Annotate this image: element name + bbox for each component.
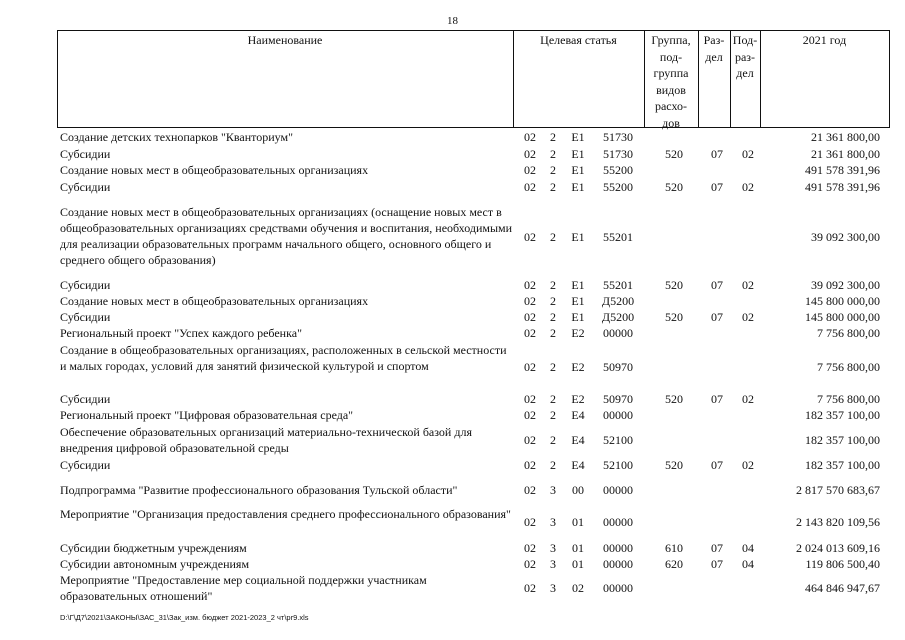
row-name: Создание в общеобразовательных организациях, расположенных в сельской местности и малых городах, условий для занятий физической культурой и спортом [60, 343, 507, 373]
row-subprogram: 2 [550, 294, 556, 308]
row-program: 02 [524, 278, 536, 292]
row-name: Создание новых мест в общеобразовательных организациях (оснащение новых мест в общеобразовательных организациях средствами обучения и воспитания, необходимыми для реализации образовательных программ начального общего, основного общего и среднего общего образования) [60, 205, 513, 267]
row-subprogram: 2 [550, 458, 556, 472]
row-subprogram: 2 [550, 360, 556, 374]
row-subprogram: 2 [550, 408, 556, 422]
row-code: 50970 [603, 392, 633, 406]
row-amount: 182 357 100,00 [805, 433, 880, 447]
header-subsection [730, 32, 760, 82]
row-event: Е2 [571, 392, 585, 406]
row-subprogram: 3 [550, 541, 556, 555]
row-code: 51730 [603, 130, 633, 144]
row-amount: 145 800 000,00 [805, 294, 880, 308]
row-event: 02 [572, 581, 584, 595]
row-amount: 21 361 800,00 [811, 130, 880, 144]
row-subsection: 02 [742, 147, 754, 161]
table-row [60, 457, 890, 473]
row-program: 02 [524, 310, 536, 324]
row-name: Субсидии [60, 180, 111, 194]
row-program: 02 [524, 408, 536, 422]
row-code: 00000 [603, 326, 633, 340]
table-header [57, 30, 890, 128]
row-section: 07 [711, 310, 723, 324]
row-subprogram: 2 [550, 163, 556, 177]
table-row [60, 482, 890, 498]
row-subprogram: 3 [550, 515, 556, 529]
row-program: 02 [524, 458, 536, 472]
row-program: 02 [524, 180, 536, 194]
header-group-line: группа [653, 66, 689, 80]
table-row [60, 277, 890, 293]
row-event: Е1 [571, 230, 585, 244]
header-group-line: дов [662, 115, 680, 130]
row-name: Мероприятие "Организация предоставления среднего профессионального образования" [60, 507, 511, 521]
row-group: 520 [665, 180, 683, 194]
row-group: 520 [665, 310, 683, 324]
row-name: Мероприятие "Предоставление мер социальной поддержки участникам образовательных отношений" [60, 573, 427, 603]
row-event: Е2 [571, 360, 585, 374]
row-subsection: 02 [742, 310, 754, 324]
header-group-line: видов [656, 82, 686, 97]
row-program: 02 [524, 515, 536, 529]
row-code: 51730 [603, 147, 633, 161]
row-subprogram: 2 [550, 326, 556, 340]
row-event: Е1 [571, 130, 585, 144]
row-code: 52100 [603, 458, 633, 472]
row-code: 52100 [603, 433, 633, 447]
table-row [60, 342, 890, 392]
row-subprogram: 2 [550, 180, 556, 194]
row-event: Е1 [571, 180, 585, 194]
row-program: 02 [524, 433, 536, 447]
row-name: Субсидии бюджетным учреждениям [60, 541, 247, 555]
row-code: 50970 [603, 360, 633, 374]
row-name: Субсидии [60, 278, 111, 292]
header-group [644, 32, 698, 131]
row-section: 07 [711, 278, 723, 292]
row-name: Субсидии [60, 147, 111, 161]
row-code: 55200 [603, 163, 633, 177]
row-name: Подпрограмма "Развитие профессионального образования Тульской области" [60, 483, 458, 497]
row-code: Д5200 [601, 294, 635, 308]
file-path-footer: D:\Г\Д7\2021\ЗАКОНЫ\ЗАС_31\Зак_изм. бюджет 2021-2023_2 чт\pr9.xls [60, 613, 309, 622]
row-amount: 182 357 100,00 [805, 458, 880, 472]
table-row [60, 162, 890, 178]
row-subprogram: 3 [550, 557, 556, 571]
row-code: 00000 [603, 515, 633, 529]
row-program: 02 [524, 392, 536, 406]
row-subprogram: 2 [550, 147, 556, 161]
row-amount: 491 578 391,96 [805, 180, 880, 194]
table-row [60, 204, 890, 270]
row-name: Субсидии [60, 310, 111, 324]
row-name: Создание новых мест в общеобразовательных организациях [60, 163, 369, 177]
row-code: 00000 [603, 483, 633, 497]
header-group-line: Группа, [651, 33, 691, 47]
table-row [60, 293, 890, 309]
header-subsection-line: раз- [734, 49, 756, 64]
row-amount: 182 357 100,00 [805, 408, 880, 422]
row-subprogram: 3 [550, 581, 556, 595]
row-amount: 7 756 800,00 [817, 326, 880, 340]
row-subsection: 02 [742, 392, 754, 406]
row-event: 01 [572, 557, 584, 571]
row-event: 01 [572, 541, 584, 555]
table-row [60, 391, 890, 407]
row-amount: 491 578 391,96 [805, 163, 880, 177]
row-name: Субсидии автономным учреждениям [60, 557, 250, 571]
row-program: 02 [524, 294, 536, 308]
row-subprogram: 2 [550, 310, 556, 324]
row-event: Е1 [571, 147, 585, 161]
row-group: 520 [665, 147, 683, 161]
header-group-line: под- [659, 49, 683, 64]
table-row [60, 572, 890, 606]
row-event: Е1 [571, 310, 585, 324]
table-row [60, 424, 890, 458]
row-amount: 2 817 570 683,67 [796, 483, 880, 497]
header-group-line: расхо- [654, 99, 688, 113]
row-code: 00000 [603, 408, 633, 422]
row-code: 00000 [603, 541, 633, 555]
row-subsection: 04 [742, 557, 754, 571]
row-amount: 21 361 800,00 [811, 147, 880, 161]
row-amount: 7 756 800,00 [817, 392, 880, 406]
row-name: Региональный проект "Цифровая образовательная среда" [60, 408, 354, 422]
row-program: 02 [524, 360, 536, 374]
row-program: 02 [524, 130, 536, 144]
row-subprogram: 2 [550, 392, 556, 406]
row-code: Д5200 [601, 310, 635, 324]
header-target: Целевая статья [540, 33, 617, 47]
row-program: 02 [524, 147, 536, 161]
row-code: 00000 [603, 557, 633, 571]
header-section-line: Раз- [703, 33, 725, 47]
row-event: Е4 [571, 408, 585, 422]
header-right-border [889, 30, 890, 128]
row-amount: 2 143 820 109,56 [796, 515, 880, 529]
row-amount: 39 092 300,00 [811, 278, 880, 292]
row-group: 610 [665, 541, 683, 555]
row-code: 55201 [603, 278, 633, 292]
row-group: 520 [665, 392, 683, 406]
header-section [698, 32, 730, 65]
row-code: 00000 [603, 581, 633, 595]
row-subprogram: 2 [550, 278, 556, 292]
row-program: 02 [524, 483, 536, 497]
row-section: 07 [711, 147, 723, 161]
row-section: 07 [711, 180, 723, 194]
row-event: Е4 [571, 433, 585, 447]
row-name: Субсидии [60, 458, 111, 472]
header-year: 2021 год [802, 33, 847, 47]
row-subprogram: 3 [550, 483, 556, 497]
row-code: 55201 [603, 230, 633, 244]
header-subsection-line: Под- [732, 33, 758, 47]
row-program: 02 [524, 230, 536, 244]
row-amount: 39 092 300,00 [811, 230, 880, 244]
table-row [60, 556, 890, 572]
row-name: Обеспечение образовательных организаций материально-технической базой для внедрения цифровой образовательной среды [60, 425, 472, 455]
row-section: 07 [711, 557, 723, 571]
row-subsection: 02 [742, 278, 754, 292]
row-group: 520 [665, 458, 683, 472]
header-name: Наименование [247, 33, 323, 47]
page-number: 18 [447, 15, 458, 27]
header-section-line: дел [705, 49, 723, 64]
table-row [60, 179, 890, 195]
row-subprogram: 2 [550, 230, 556, 244]
header-bottom-border [57, 127, 890, 128]
row-event: Е1 [571, 278, 585, 292]
row-subprogram: 2 [550, 130, 556, 144]
row-section: 07 [711, 458, 723, 472]
table-row [60, 506, 890, 540]
row-event: Е2 [571, 326, 585, 340]
row-amount: 119 806 500,40 [805, 557, 880, 571]
row-subsection: 04 [742, 541, 754, 555]
table-row [60, 309, 890, 325]
row-amount: 7 756 800,00 [817, 360, 880, 374]
row-code: 55200 [603, 180, 633, 194]
row-group: 520 [665, 278, 683, 292]
row-amount: 145 800 000,00 [805, 310, 880, 324]
row-program: 02 [524, 581, 536, 595]
row-amount: 464 846 947,67 [805, 581, 880, 595]
row-program: 02 [524, 163, 536, 177]
row-name: Региональный проект "Успех каждого ребенка" [60, 326, 302, 340]
row-event: Е4 [571, 458, 585, 472]
row-section: 07 [711, 541, 723, 555]
table-row [60, 129, 890, 145]
row-amount: 2 024 013 609,16 [796, 541, 880, 555]
row-subprogram: 2 [550, 433, 556, 447]
row-subsection: 02 [742, 180, 754, 194]
row-subsection: 02 [742, 458, 754, 472]
row-event: 01 [572, 515, 584, 529]
table-row [60, 540, 890, 556]
row-name: Создание детских технопарков "Кванториум" [60, 130, 293, 144]
row-section: 07 [711, 392, 723, 406]
row-name: Субсидии [60, 392, 111, 406]
row-program: 02 [524, 326, 536, 340]
header-subsection-line: дел [736, 66, 754, 80]
row-event: Е1 [571, 294, 585, 308]
table-row [60, 325, 890, 341]
row-program: 02 [524, 557, 536, 571]
row-program: 02 [524, 541, 536, 555]
row-group: 620 [665, 557, 683, 571]
header-top-border [57, 30, 890, 31]
row-event: Е1 [571, 163, 585, 177]
row-name: Создание новых мест в общеобразовательных организациях [60, 294, 369, 308]
table-row [60, 407, 890, 423]
table-row [60, 146, 890, 162]
row-event: 00 [572, 483, 584, 497]
